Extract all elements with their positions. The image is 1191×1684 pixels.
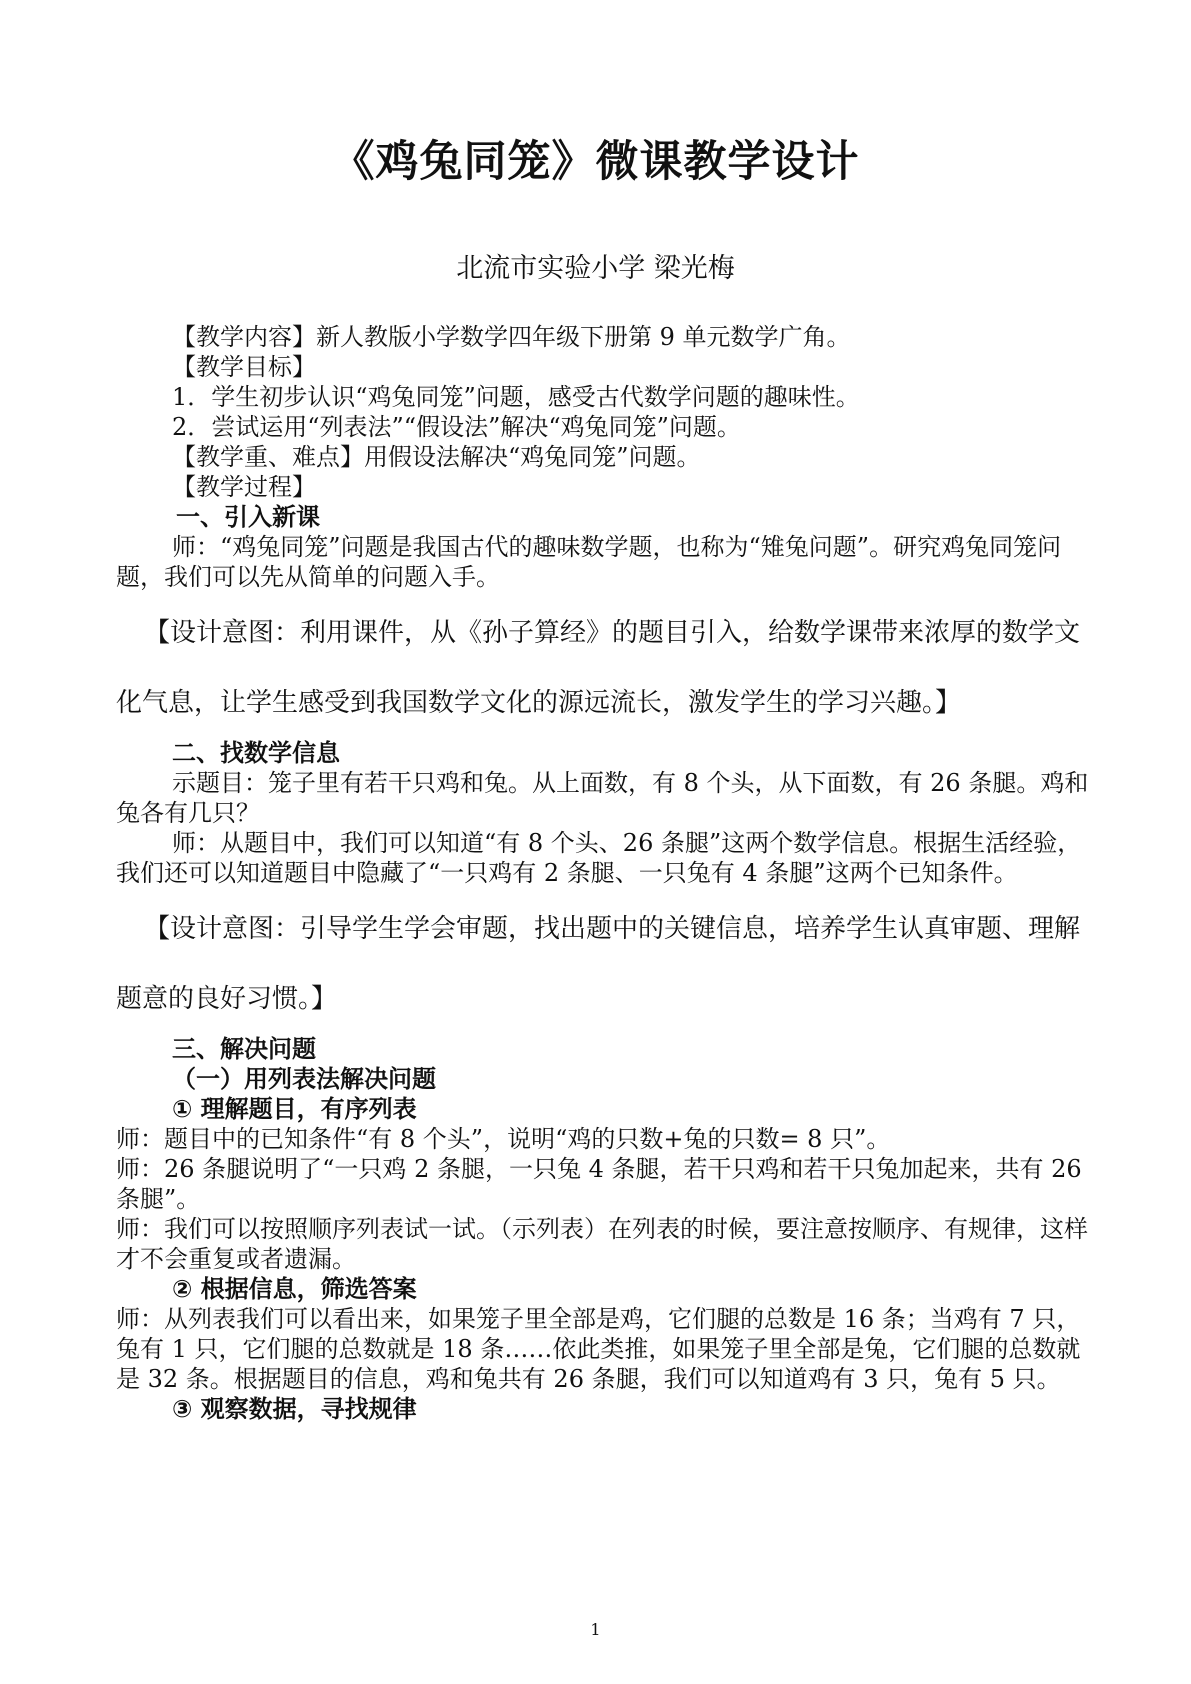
section-heading-3: 三、解决问题 [172,1035,316,1063]
teaching-content: 【教学内容】新人教版小学数学四年级下册第 9 单元数学广角。 [172,323,851,351]
goal-item-2: 2．尝试运用“列表法”“假设法”解决“鸡兔同笼”问题。 [172,413,741,441]
step-heading-3: ③ 观察数据，寻找规律 [172,1395,417,1423]
section-heading-1: 一、引入新课 [176,503,320,531]
paragraph-step1-c: 师：我们可以按照顺序列表试一试。（示列表）在列表的时候，要注意按顺序、有规律，这样才不会重复或者遗漏。 [116,1215,1088,1273]
author-line: 北流市实验小学 梁光梅 [456,253,735,284]
subsection-heading-1: （一）用列表法解决问题 [172,1065,436,1093]
key-points: 【教学重、难点】用假设法解决“鸡兔同笼”问题。 [172,443,701,471]
step-heading-1: ① 理解题目，有序列表 [172,1095,417,1123]
paragraph-step1-a: 师：题目中的已知条件“有 8 个头”，说明“鸡的只数+兔的只数= 8 只”。 [116,1125,891,1153]
design-intent-1: 【设计意图：利用课件，从《孙子算经》的题目引入，给数学课带来浓厚的数学文化气息，让学生感受到我国数学文化的源远流长，激发学生的学习兴趣。】 [116,618,1081,718]
teaching-process-heading: 【教学过程】 [172,473,316,501]
step-heading-2: ② 根据信息，筛选答案 [172,1275,417,1303]
teaching-goals-heading: 【教学目标】 [172,353,316,381]
document-body [116,322,1091,1424]
page-number: 1 [590,1620,601,1639]
paragraph-intro: 师：“鸡兔同笼”问题是我国古代的趣味数学题，也称为“雉兔问题”。研究鸡兔同笼问题，我们可以先从简单的问题入手。 [116,533,1062,591]
paragraph-step1-b: 师：26 条腿说明了“一只鸡 2 条腿，一只兔 4 条腿，若干只鸡和若干只兔加起来，共有 26 条腿”。 [116,1155,1082,1213]
design-intent-2: 【设计意图：引导学生学会审题，找出题中的关键信息，培养学生认真审题、理解题意的良好习惯。】 [116,914,1081,1014]
paragraph-step2: 师：从列表我们可以看出来，如果笼子里全部是鸡，它们腿的总数是 16 条；当鸡有 7 只，兔有 1 只，它们腿的总数就是 18 条……依此类推，如果笼子里全部是兔，它们腿的总数就是 32 条。根据题目的信息，鸡和兔共有 26 条腿，我们可以知道鸡有 3 只，兔有 5 只。 [116,1305,1081,1393]
paragraph-problem: 示题目：笼子里有若干只鸡和兔。从上面数，有 8 个头，从下面数，有 26 条腿。鸡和兔各有几只？ [116,769,1089,827]
page-title: 《鸡兔同笼》微课教学设计 [331,137,860,187]
section-heading-2: 二、找数学信息 [172,739,340,767]
paragraph-info: 师：从题目中，我们可以知道“有 8 个头、26 条腿”这两个数学信息。根据生活经验，我们还可以知道题目中隐藏了“一只鸡有 2 条腿、一只兔有 4 条腿”这两个已知条件。 [116,829,1082,887]
goal-item-1: 1．学生初步认识“鸡兔同笼”问题，感受古代数学问题的趣味性。 [172,383,860,411]
